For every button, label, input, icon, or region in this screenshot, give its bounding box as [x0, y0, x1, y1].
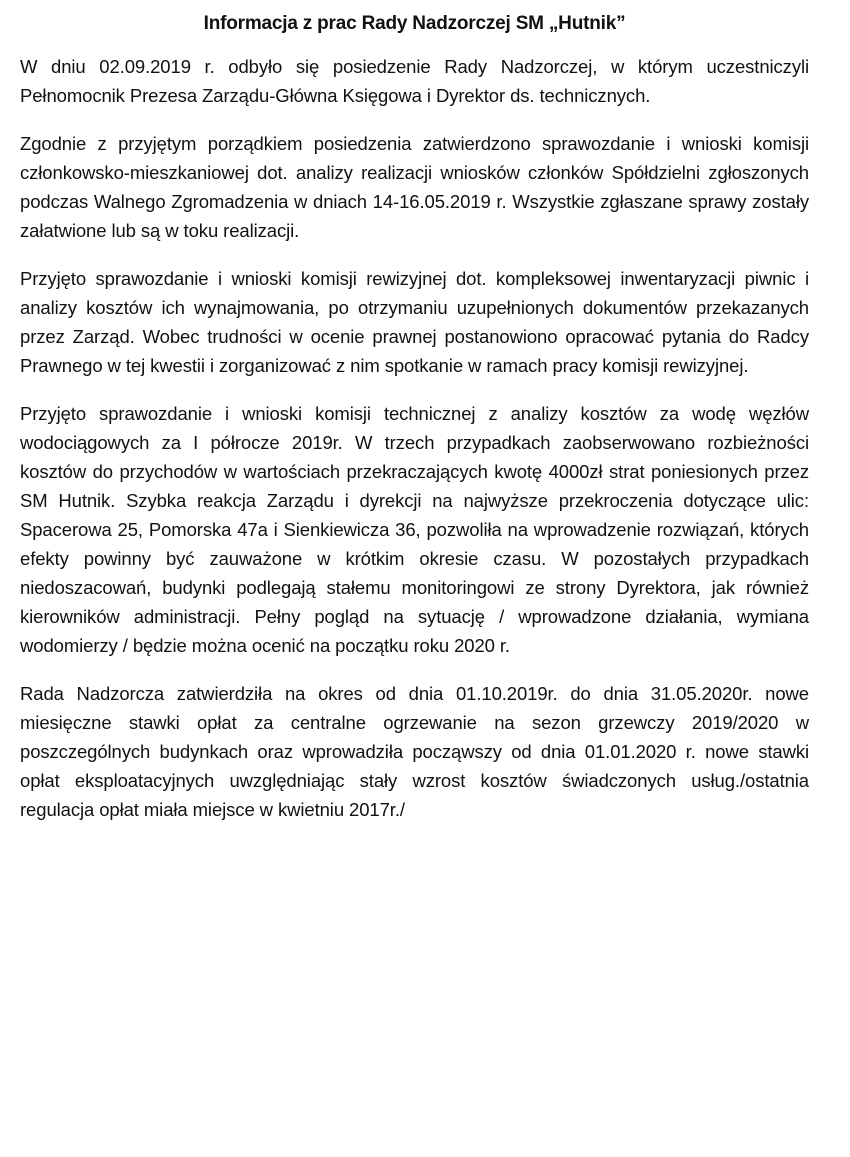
paragraph-audit-committee: Przyjęto sprawozdanie i wnioski komisji rewizyjnej dot. kompleksowej inwentaryzacji piwnic i analizy kosztów ich wynajmowania, po otrzymaniu uzupełnionych dokumentów przekazanych przez Zarząd. Wobec trudności w ocenie prawnej postanowiono opracować pytania do Radcy Prawnego w tej kwestii i zorganizować z nim spotkanie w ramach pracy komisji rewizyjnej. [20, 268, 809, 376]
paragraph-meeting-info: W dniu 02.09.2019 r. odbyło się posiedzenie Rady Nadzorczej, w którym uczestniczyli Pełnomocnik Prezesa Zarządu-Główna Księgowa i Dyrektor ds. technicznych. [20, 56, 809, 106]
document-page [20, 0, 809, 843]
paragraph-fee-rates: Rada Nadzorcza zatwierdziła na okres od dnia 01.10.2019r. do dnia 31.05.2020r. nowe miesięczne stawki opłat za centralne ogrzewanie na sezon grzewczy 2019/2020 w poszczególnych budynkach oraz wprowadziła począwszy od dnia 01.01.2020 r. nowe stawki opłat eksploatacyjnych uwzględniając stały wzrost kosztów świadczonych usług./ostatnia regulacja opłat miała miejsce w kwietniu 2017r./ [20, 683, 809, 820]
paragraph-technical-committee: Przyjęto sprawozdanie i wnioski komisji technicznej z analizy kosztów za wodę węzłów wodociągowych za I półrocze 2019r. W trzech przypadkach zaobserwowano rozbieżności kosztów do przychodów w wartościach przekraczających kwotę 4000zł strat poniesionych przez SM Hutnik. Szybka reakcja Zarządu i dyrekcji na najwyższe przekroczenia dotyczące ulic: Spacerowa 25, Pomorska 47a i Sienkiewicza 36, pozwoliła na wprowadzenie rozwiązań, których efekty powinny być zauważone w krótkim okresie czasu. W pozostałych przypadkach niedoszacowań, budynki podlegają stałemu monitoringowi ze strony Dyrektora, jak również kierowników administracji. Pełny pogląd na sytuację / wprowadzone działania, wymiana wodomierzy / będzie można ocenić na początku roku 2020 r. [20, 403, 809, 656]
document-title: Informacja z prac Rady Nadzorczej SM „Hutnik” [203, 13, 626, 34]
paragraph-membership-committee: Zgodnie z przyjętym porządkiem posiedzenia zatwierdzono sprawozdanie i wnioski komisji członkowsko-mieszkaniowej dot. analizy realizacji wniosków członków Spółdzielni zgłoszonych podczas Walnego Zgromadzenia w dniach 14-16.05.2019 r. Wszystkie zgłaszane sprawy zostały załatwione lub są w toku realizacji. [20, 133, 809, 241]
document-body [20, 52, 809, 824]
